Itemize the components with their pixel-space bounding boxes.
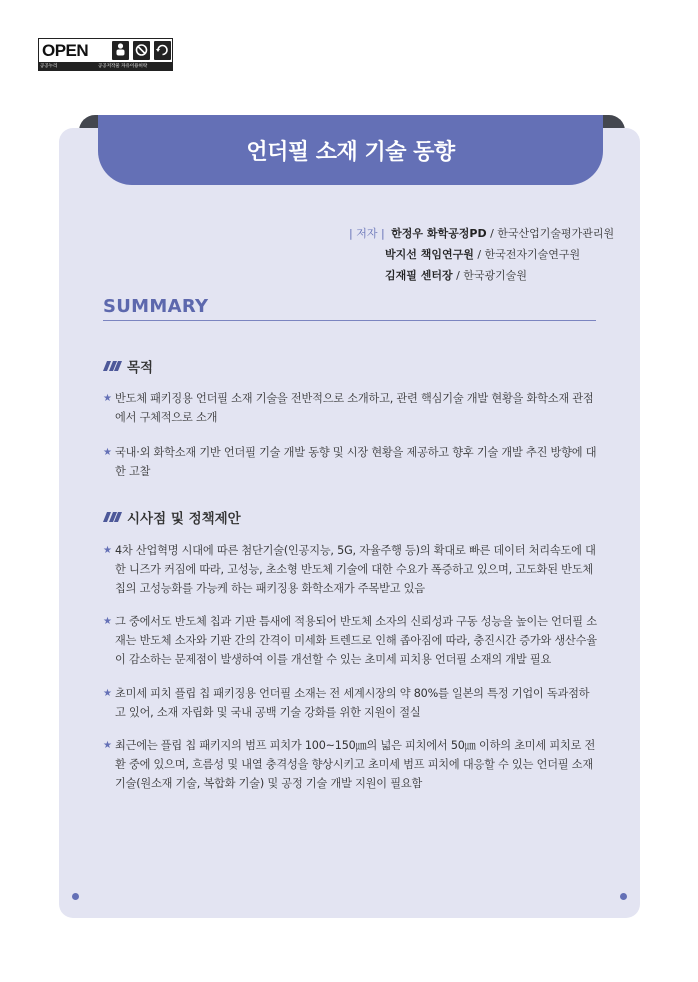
list-item	[103, 541, 598, 598]
section-heading-implications	[103, 507, 241, 527]
star-bullet-icon: ★	[103, 688, 112, 699]
summary-divider	[103, 320, 596, 321]
list-item-text: 국내·외 화학소재 기반 언더필 기술 개발 동향 및 시장 현황을 제공하고 향후 기술 개발 추진 방향에 대한 고찰	[115, 446, 597, 478]
double-slash-icon	[103, 512, 122, 522]
star-bullet-icon: ★	[103, 740, 112, 751]
author-row	[349, 244, 614, 265]
title-banner	[98, 115, 603, 185]
modify-icon	[154, 41, 171, 60]
list-item-text: 최근에는 플립 칩 패키지의 범프 피치가 100~150㎛의 넓은 피치에서 50㎛ 이하의 초미세 피치로 전환 중에 있으며, 흐름성 및 내열 충격성을 향상시키고 초미세 범프 피치에 대응할 수 있는 언더필 소재 기술(원소재 기술, 복합화 기술) 및 공정 기술 개발 지원이 필요함	[115, 739, 596, 790]
no-commercial-icon	[133, 41, 150, 60]
list-item	[103, 736, 598, 793]
double-slash-icon	[103, 361, 122, 371]
summary-heading: SUMMARY	[103, 296, 209, 317]
star-bullet-icon: ★	[103, 616, 112, 627]
list-item-text: 초미세 피치 플립 칩 패키징용 언더필 소재는 전 세계시장의 약 80%를 일본의 특정 기업이 독과점하고 있어, 소재 자립화 및 국내 공백 기술 강화를 위한 지원이 절실	[115, 687, 590, 719]
author-name: 김재필 센터장	[385, 269, 453, 282]
authors-block	[349, 223, 614, 286]
license-box	[38, 38, 173, 63]
list-item	[103, 612, 598, 669]
decorative-dot	[72, 893, 79, 900]
list-item	[103, 443, 598, 481]
section-heading-text: 시사점 및 정책제안	[127, 511, 241, 527]
list-item	[103, 684, 598, 722]
person-attribution-icon	[112, 41, 129, 60]
author-row	[349, 223, 614, 244]
list-item-text: 반도체 패키징용 언더필 소재 기술을 전반적으로 소개하고, 관련 핵심기술 개발 현황을 화학소재 관점에서 구체적으로 소개	[115, 392, 594, 424]
author-row	[349, 265, 614, 286]
star-bullet-icon: ★	[103, 393, 112, 404]
author-org: / 한국산업기술평가관리원	[486, 227, 615, 240]
open-license-badge	[38, 38, 173, 72]
authors-label: | 저자 |	[349, 227, 385, 240]
list-item-text: 4차 산업혁명 시대에 따른 첨단기술(인공지능, 5G, 자율주행 등)의 확대로 빠른 데이터 처리속도에 대한 니즈가 커짐에 따라, 고성능, 초소형 반도체 기술에 대한 수요가 폭증하고 있으며, 고도화된 반도체 칩의 고성능화를 가능케 하는 패키징용 화학소재가 주목받고 있음	[115, 544, 596, 595]
author-org: / 한국전자기술연구원	[473, 248, 581, 261]
list-item	[103, 389, 598, 427]
star-bullet-icon: ★	[103, 447, 112, 458]
star-bullet-icon: ★	[103, 545, 112, 556]
author-org: / 한국광기술원	[452, 269, 528, 282]
decorative-dot	[620, 893, 627, 900]
author-name: 박지선 책임연구원	[385, 248, 474, 261]
author-name: 한정우 화학공정PD	[391, 227, 487, 240]
page-title: 언더필 소재 기술 동향	[246, 139, 455, 165]
license-caption-left: 공공누리	[40, 64, 58, 69]
license-open-label: OPEN	[42, 41, 89, 60]
list-item-text: 그 중에서도 반도체 칩과 기판 틈새에 적용되어 반도체 소자의 신뢰성과 구동 성능을 높이는 언더필 소재는 반도체 소자와 기판 간의 간격이 미세화 트렌드로 인해 좁아짐에 따라, 충진시간 증가와 생산수율이 감소하는 문제점이 발생하여 이를 개선할 수 있는 초미세 피치용 언더필 소재의 개발 필요	[115, 615, 597, 666]
license-caption-right: 공공저작물 자유이용허락	[98, 64, 148, 69]
section-heading-text: 목적	[127, 360, 154, 376]
section-heading-purpose	[103, 356, 153, 376]
